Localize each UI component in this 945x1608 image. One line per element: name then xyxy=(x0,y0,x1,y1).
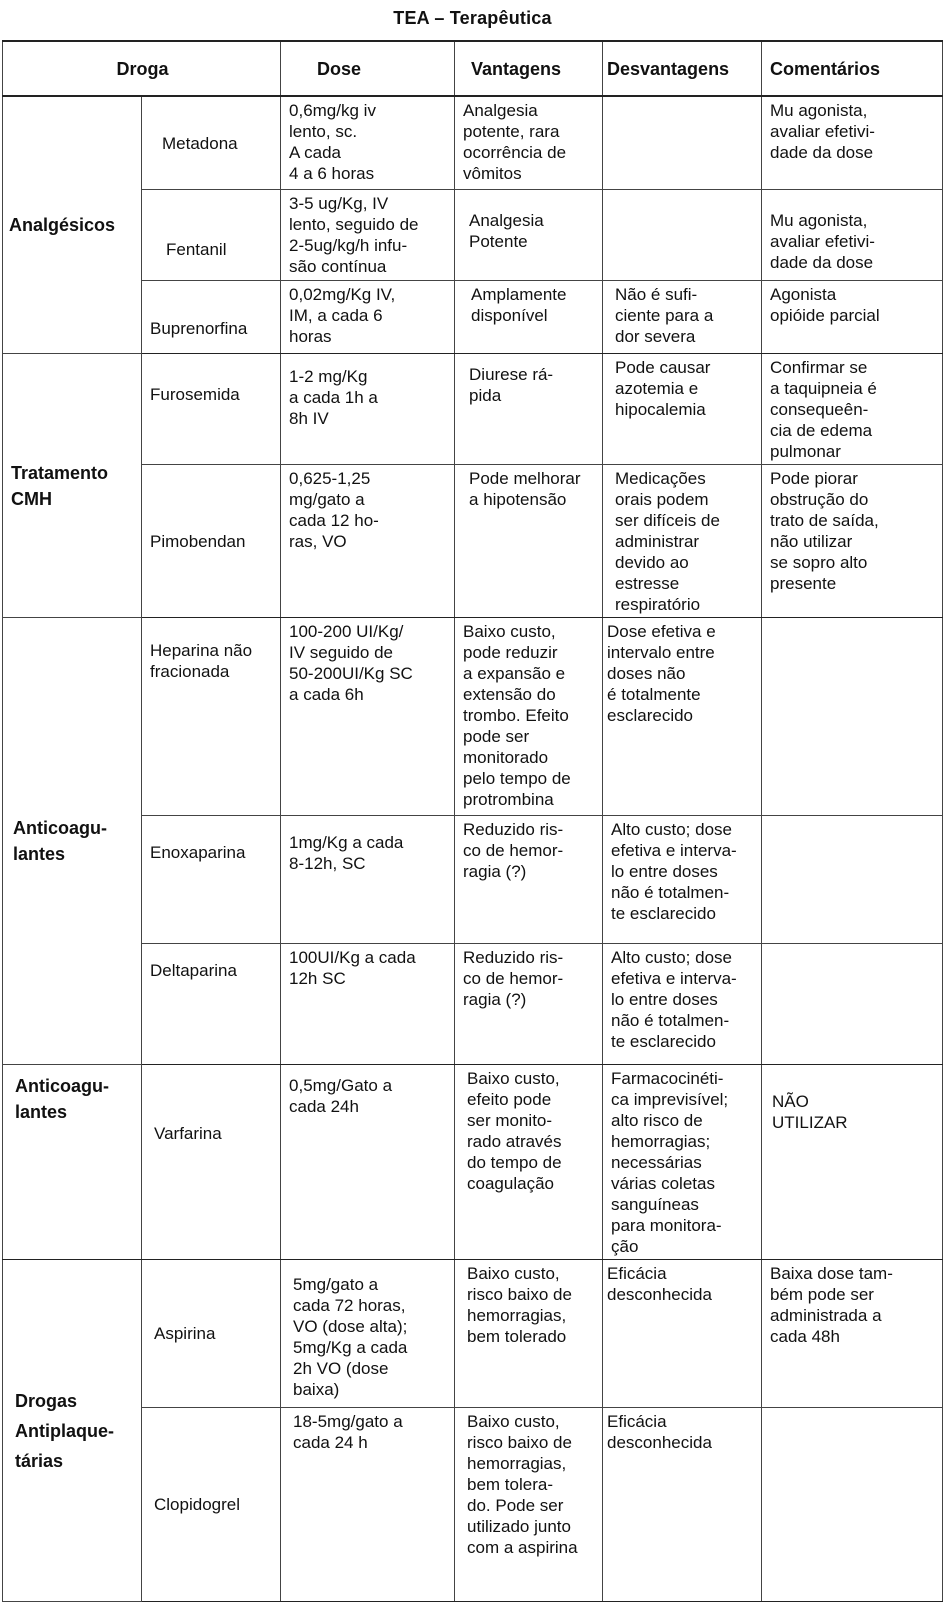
dose-cell: 1mg/Kg a cada 8-12h, SC xyxy=(281,815,455,943)
disadvantages-cell xyxy=(603,96,762,189)
drug-name: Pimobendan xyxy=(142,464,281,617)
table-row xyxy=(3,1064,943,1259)
header-droga: Droga xyxy=(3,41,281,96)
advantages-cell: Reduzido ris- co de hemor- ragia (?) xyxy=(455,815,603,943)
drug-name: Enoxaparina xyxy=(142,815,281,943)
disadvantages-cell: Pode causar azotemia e hipocalemia xyxy=(603,353,762,464)
drug-name: Clopidogrel xyxy=(142,1407,281,1602)
dose-cell: 0,6mg/kg iv lento, sc. A cada 4 a 6 horas xyxy=(281,96,455,189)
table-row xyxy=(3,96,943,189)
comments-cell: Pode piorar obstrução do trato de saída, não utilizar se sopro alto presente xyxy=(762,464,943,617)
comments-cell: Confirmar se a taquipneia é consequeên- cia de edema pulmonar xyxy=(762,353,943,464)
comments-cell xyxy=(762,617,943,815)
drug-name: Heparina não fracionada xyxy=(142,617,281,815)
category-cell: Anticoagu- lantes xyxy=(3,617,142,1064)
advantages-cell: Pode melhorar a hipotensão xyxy=(455,464,603,617)
disadvantages-cell: Alto custo; dose efetiva e interva- lo entre doses não é totalmen- te esclarecido xyxy=(603,943,762,1064)
dose-cell: 3-5 ug/Kg, IV lento, seguido de 2-5ug/kg/h infu- são contínua xyxy=(281,189,455,280)
disadvantages-cell: Dose efetiva e intervalo entre doses não é totalmente esclarecido xyxy=(603,617,762,815)
comments-cell: Mu agonista, avaliar efetivi- dade da dose xyxy=(762,96,943,189)
table-row xyxy=(3,1259,943,1407)
comments-cell: NÃO UTILIZAR xyxy=(762,1064,943,1259)
advantages-cell: Baixo custo, risco baixo de hemorragias, bem tolerado xyxy=(455,1259,603,1407)
drug-name: Deltaparina xyxy=(142,943,281,1064)
table-row xyxy=(3,815,943,943)
category-cell: Tratamento CMH xyxy=(3,353,142,617)
advantages-cell: Reduzido ris- co de hemor- ragia (?) xyxy=(455,943,603,1064)
disadvantages-cell: Não é sufi- ciente para a dor severa xyxy=(603,280,762,353)
advantages-cell: Analgesia Potente xyxy=(455,189,603,280)
disadvantages-cell: Farmacocinéti- ca imprevisível; alto risco de hemorragias; necessárias várias coletas sanguíneas para monitora- ção xyxy=(603,1064,762,1259)
comments-cell: Agonista opióide parcial xyxy=(762,280,943,353)
dose-cell: 0,02mg/Kg IV, IM, a cada 6 horas xyxy=(281,280,455,353)
table-row xyxy=(3,280,943,353)
header-dose: Dose xyxy=(281,41,455,96)
drug-name: Aspirina xyxy=(142,1259,281,1407)
category-cell: Anticoagu- lantes xyxy=(3,1064,142,1259)
dose-cell: 100-200 UI/Kg/ IV seguido de 50-200UI/Kg SC a cada 6h xyxy=(281,617,455,815)
disadvantages-cell: Medicações orais podem ser difíceis de administrar devido ao estresse respiratório xyxy=(603,464,762,617)
dose-cell: 0,5mg/Gato a cada 24h xyxy=(281,1064,455,1259)
header-desvantagens: Desvantagens xyxy=(603,41,762,96)
advantages-cell: Baixo custo, efeito pode ser monito- rado através do tempo de coagulação xyxy=(455,1064,603,1259)
disadvantages-cell: Eficácia desconhecida xyxy=(603,1259,762,1407)
header-comentarios: Comentários xyxy=(762,41,943,96)
drug-name: Metadona xyxy=(142,96,281,189)
comments-cell xyxy=(762,815,943,943)
advantages-cell: Analgesia potente, rara ocorrência de vômitos xyxy=(455,96,603,189)
comments-cell: Baixa dose tam- bém pode ser administrada a cada 48h xyxy=(762,1259,943,1407)
table-row xyxy=(3,1407,943,1602)
comments-cell: Mu agonista, avaliar efetivi- dade da dose xyxy=(762,189,943,280)
drug-name: Buprenorfina xyxy=(142,280,281,353)
advantages-cell: Diurese rá- pida xyxy=(455,353,603,464)
table-row xyxy=(3,353,943,464)
category-cell: Drogas Antiplaque- tárias xyxy=(3,1259,142,1602)
comments-cell xyxy=(762,943,943,1064)
drug-name: Varfarina xyxy=(142,1064,281,1259)
header-vantagens: Vantagens xyxy=(455,41,603,96)
category-cell: Analgésicos xyxy=(3,96,142,353)
table-row xyxy=(3,189,943,280)
page-title: TEA – Terapêutica xyxy=(393,8,552,28)
dose-cell: 5mg/gato a cada 72 horas, VO (dose alta); 5mg/Kg a cada 2h VO (dose baixa) xyxy=(281,1259,455,1407)
dose-cell: 1-2 mg/Kg a cada 1h a 8h IV xyxy=(281,353,455,464)
advantages-cell: Amplamente disponível xyxy=(455,280,603,353)
drug-name: Fentanil xyxy=(142,189,281,280)
dose-cell: 0,625-1,25 mg/gato a cada 12 ho- ras, VO xyxy=(281,464,455,617)
dose-cell: 100UI/Kg a cada 12h SC xyxy=(281,943,455,1064)
table-row xyxy=(3,617,943,815)
disadvantages-cell xyxy=(603,189,762,280)
disadvantages-cell: Eficácia desconhecida xyxy=(603,1407,762,1602)
header-row xyxy=(3,41,943,96)
disadvantages-cell: Alto custo; dose efetiva e interva- lo entre doses não é totalmen- te esclarecido xyxy=(603,815,762,943)
table-row xyxy=(3,943,943,1064)
dose-cell: 18-5mg/gato a cada 24 h xyxy=(281,1407,455,1602)
comments-cell xyxy=(762,1407,943,1602)
advantages-cell: Baixo custo, risco baixo de hemorragias, bem tolera- do. Pode ser utilizado junto com a aspirina xyxy=(455,1407,603,1602)
therapy-table xyxy=(2,40,943,1602)
table-row xyxy=(3,464,943,617)
advantages-cell: Baixo custo, pode reduzir a expansão e extensão do trombo. Efeito pode ser monitorado pelo tempo de protrombina xyxy=(455,617,603,815)
drug-name: Furosemida xyxy=(142,353,281,464)
